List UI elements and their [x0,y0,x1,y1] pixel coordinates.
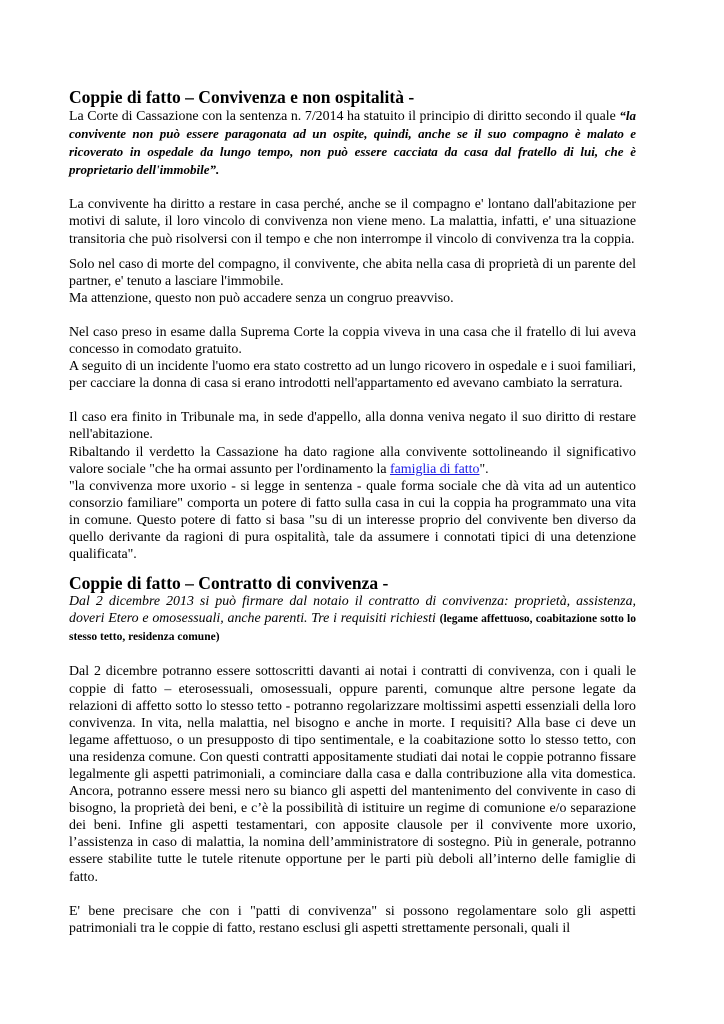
verdetto-text-end: ". [479,461,489,477]
contratto-subtitle [69,593,636,646]
paragraph-convivente-diritto: La convivente ha diritto a restare in casa perché, anche se il compagno e' lontano dall'abitazione per motivi di salute, il loro vincolo di convivenza non viene meno. La malattia, infatti, e' una situazione transitoria che può risolversi con il tempo e che non interrompe il vincolo di convivenza tra la coppia. [69,197,636,247]
section-heading-convivenza: Coppie di fatto – Convivenza e non ospitalità - [69,87,415,107]
paragraph-verdetto [69,444,636,478]
subtitle-italic: Dal 2 dicembre 2013 si può firmare dal notaio il contratto di convivenza: proprietà, assistenza, doveri Etero e omosessuali, anche parenti. Tre i requisiti richiesti [69,594,636,627]
section-heading-contratto: Coppie di fatto – Contratto di convivenza - [69,573,389,594]
paragraph-contratti-notai: Dal 2 dicembre potranno essere sottoscritti davanti ai notai i contratti di convivenza, con i quali le coppie di fatto – eterosessuali, omosessuali, oppure parenti, comunque altre persone legate da relazioni di affetto sotto lo stesso tetto - potranno regolarizzare moltissimi aspetti essenziali della loro convivenza. In vita, nella malattia, nel bisogno e anche in morte. I requisiti? Alla base ci deve un legame affettuoso, o un presupposto di tipo sentimentale, e la coabitazione sotto lo stesso tetto, con una residenza comune. Con questi contratti appositamente studiati dai notai le coppie potranno fissare legalmente gli aspetti patrimoniali, a cominciare dalla casa e dalla contribuzione alla vita domestica. Ancora, potranno essere messi nero su bianco gli aspetti del mantenimento del convivente in caso di bisogno, la proprietà dei beni, e c’è la possibilità di istituire un regime di comunione e/o separazione dei beni. Infine gli aspetti testamentari, con apposite clausole per il convivente more uxorio, l’assistenza in caso di malattia, la nomina dell’amministratore di sostegno. Più in generale, potranno essere stabilite tutte le tutele ritenute opportune per le parti più deboli all’interno delle famiglie di fatto. [69,664,636,885]
intro-paragraph [69,107,636,179]
document-body [69,88,636,937]
court-quote: “la convivente non può essere paragonata ad un ospite, quindi, anche se il suo compagno è malato e ricoverato in ospedale da lungo tempo, non può essere cacciata da casa dal fratello di lui, che è proprietario dell'immobile”. [69,108,636,178]
paragraph-morte-compagno: Solo nel caso di morte del compagno, il convivente, che abita nella casa di proprietà di un parente del partner, e' tenuto a lasciare l'immobile. [69,256,636,289]
paragraph-preavviso: Ma attenzione, questo non può accadere senza un congruo preavviso. [69,290,454,306]
paragraph-patti-convivenza: E' bene precisare che con i "patti di convivenza" si possono regolamentare solo gli aspetti patrimoniali tra le coppie di fatto, restano esclusi gli aspetti strettamente personali, quali il [69,903,636,936]
paragraph-incidente: A seguito di un incidente l'uomo era stato costretto ad un lungo ricovero in ospedale e i suoi familiari, per cacciare la donna di casa si erano introdotti nell'appartamento ed avevano cambiato la serratura. [69,359,636,392]
paragraph-caso-esame: Nel caso preso in esame dalla Suprema Corte la coppia viveva in una casa che il fratello di lui aveva concesso in comodato gratuito. [69,324,636,358]
verdetto-text: Ribaltando il verdetto la Cassazione ha dato ragione alla convivente sottolineando il significativo valore sociale "che ha ormai assunto per l'ordinamento la [69,444,636,477]
paragraph-tribunale: Il caso era finito in Tribunale ma, in sede d'appello, alla donna veniva negato il suo diritto di restare nell'abitazione. [69,410,636,443]
famiglia-di-fatto-link[interactable]: famiglia di fatto [389,461,480,477]
subtitle-requisiti: (legame affettuoso, coabitazione sotto lo stesso tetto, residenza comune) [69,613,636,644]
paragraph-sentenza-citazione: "la convivenza more uxorio - si legge in sentenza - quale forma sociale che dà vita ad un autentico consorzio familiare" comporta un potere di fatto sulla casa in cui la coppia ha programmato una vita in comune. Questo potere di fatto si basa "su di un interesse proprio del convivente ben diverso da quello derivante da ragioni di pura ospitalità, tale da assumere i connotati tipici di una detenzione qualificata". [69,478,636,563]
intro-text: La Corte di Cassazione con la sentenza n. 7/2014 ha statuito il principio di diritto secondo il quale [69,109,616,124]
